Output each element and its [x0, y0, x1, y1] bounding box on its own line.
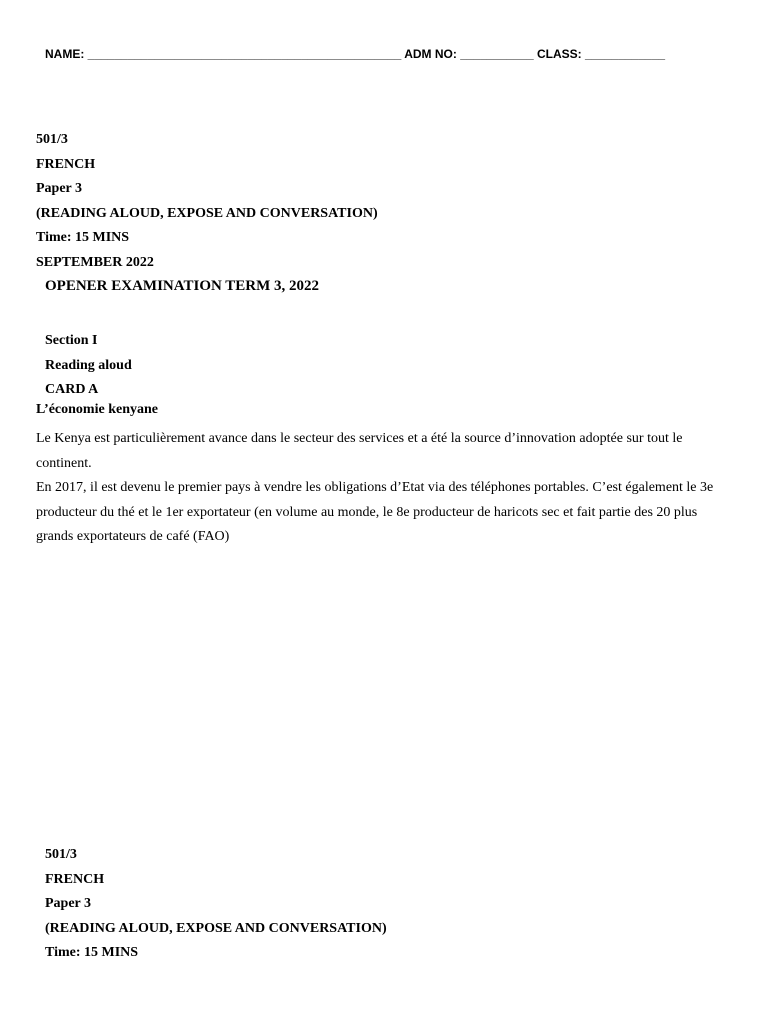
time-allowed: Time: 15 MINS — [36, 230, 130, 246]
paper-description: (READING ALOUD, EXPOSE AND CONVERSATION) — [36, 205, 378, 221]
subject-name: FRENCH — [36, 156, 96, 172]
exam-cover-block — [36, 128, 378, 276]
paper-code: 501/3 — [45, 847, 77, 862]
section-name: Section I — [45, 333, 98, 348]
card-label: CARD A — [45, 382, 99, 398]
section-part: Reading aloud — [45, 357, 132, 373]
reading-passage — [36, 427, 736, 550]
paper-number: Paper 3 — [36, 181, 83, 197]
passage-title: L’économie kenyane — [36, 402, 158, 417]
exam-cover-block-repeat — [45, 843, 387, 966]
section-heading-block — [45, 329, 132, 403]
student-details-line: NAME: _______________________________________________ ADM NO: ___________ CLASS: ____________ — [45, 47, 666, 61]
paper-code: 501/3 — [36, 132, 68, 147]
exam-date: SEPTEMBER 2022 — [36, 254, 154, 270]
exam-title: OPENER EXAMINATION TERM 3, 2022 — [45, 278, 320, 294]
passage-paragraph-2: En 2017, il est devenu le premier pays à vendre les obligations d’Etat via des téléphones portables. C’est également le 3e producteur du thé et le 1er exportateur (en volume au monde, le 8e producteur de haricots sec et fait partie des 20 plus grands exportateurs de café (FAO) — [36, 480, 714, 545]
passage-paragraph-1: Le Kenya est particulièrement avance dans le secteur des services et a été la source d’innovation adoptée sur tout le continent. — [36, 431, 683, 471]
paper-description: (READING ALOUD, EXPOSE AND CONVERSATION) — [45, 920, 387, 936]
subject-name: FRENCH — [45, 871, 105, 887]
time-allowed: Time: 15 MINS — [45, 945, 139, 961]
paper-number: Paper 3 — [45, 896, 92, 912]
